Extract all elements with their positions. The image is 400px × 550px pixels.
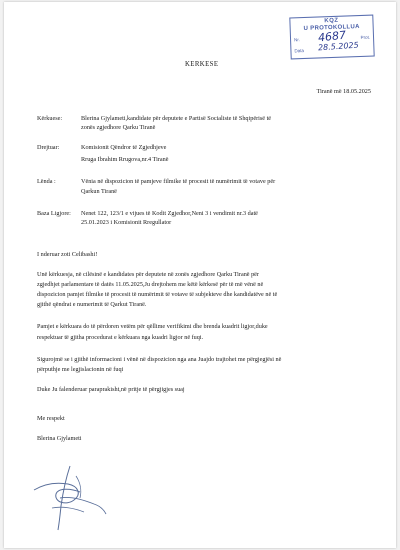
handwritten-signature	[30, 460, 108, 532]
drejtuar-label: Drejtuar:	[37, 144, 60, 151]
kerkuese-value-line1: Blerina Gjylameti,kandidate për deputete e Partisë Socialiste të Shqipërisë të	[81, 115, 272, 122]
kerkuese-value-line2: zonës zgjedhore Qarku Tiranë	[81, 124, 156, 131]
stamp-agency: KQZ	[324, 17, 339, 25]
signer-name: Blerina Gjylameti	[37, 435, 82, 442]
paragraph1-line3: dispozicion pamjet filmike të procesit të numërimit të votave të subjekteve dhe kandidatëve në të	[37, 291, 278, 298]
stamp-date-label: Data	[294, 47, 305, 54]
drejtuar-value-line2: Rruga Ibrahim Rrugova,nr.4 Tiranë	[81, 156, 169, 163]
paragraph4: Duke Ju falenderuar paraprakisht,në pritje të përgjigjes suaj	[37, 386, 185, 393]
greeting: I nderuar zoti Celibashi!	[37, 251, 98, 258]
baza-ligjore-label: Baza Ligjore:	[37, 210, 71, 217]
closing: Me respekt	[37, 415, 65, 422]
paragraph1-line4: gjithë qëndrat e numerimit të Qarkut Tiranë.	[37, 301, 147, 308]
paragraph2-line2: respektuar të gjitha procedurat e kërkuara nga kuadri ligjor në fuqi.	[37, 334, 204, 341]
stamp-prot-label: Prot.	[360, 34, 371, 41]
baza-ligjore-value-line2: 25.01.2023 i Komisionit Rregullator	[81, 219, 172, 226]
stamp-nr-label: Nr.	[293, 37, 300, 43]
document-page	[4, 2, 396, 548]
place-date: Tiranë më 18.05.2025	[316, 88, 371, 95]
document-title: KERKESE	[185, 61, 219, 68]
stamp-number-handwritten: 4687	[317, 28, 347, 45]
paragraph1-line1: Unë kërkuesja, në cilësinë e kandidates për deputete në zonës zgjedhore Qarku Tiranë për	[37, 271, 259, 278]
paragraph1-line2: zgjedhjet parlamentare të datës 11.05.2025,Ju drejtohem me këtë kërkesë për të më vënë në	[37, 281, 264, 288]
paragraph2-line1: Pamjet e kërkuara do të përdoren vetëm për qëllime verifikimi dhe brenda kuadrit ligjor,duke	[37, 323, 268, 330]
lenda-label: Lënda :	[37, 178, 56, 185]
lenda-value-line1: Vënia në dispozicion të pamjeve filmike të procesit të numërimit të votave për	[81, 178, 276, 185]
stamp-title: U PROTOKOLLUA	[303, 24, 360, 32]
lenda-value-line2: Qarkun Tiranë	[81, 188, 117, 195]
drejtuar-value-line1: Komisionit Qëndror të Zgjedhjeve	[81, 144, 167, 151]
paragraph3-line2: përputhje me legjislacionin në fuqi	[37, 366, 124, 373]
paragraph3-line1: Sigurojmë se i gjithë informacioni i vënë në dispozicion nga ana Juajdo trajtohet me përgjegjësi në	[37, 356, 282, 363]
stamp-date-handwritten: 28.5.2025	[317, 40, 359, 53]
kerkuese-label: Kërkuese:	[37, 115, 63, 122]
baza-ligjore-value-line1: Nenet 122, 123/1 e vijues të Kodit Zgjedhor,Neni 3 i vendimit nr.3 datë	[81, 210, 258, 217]
